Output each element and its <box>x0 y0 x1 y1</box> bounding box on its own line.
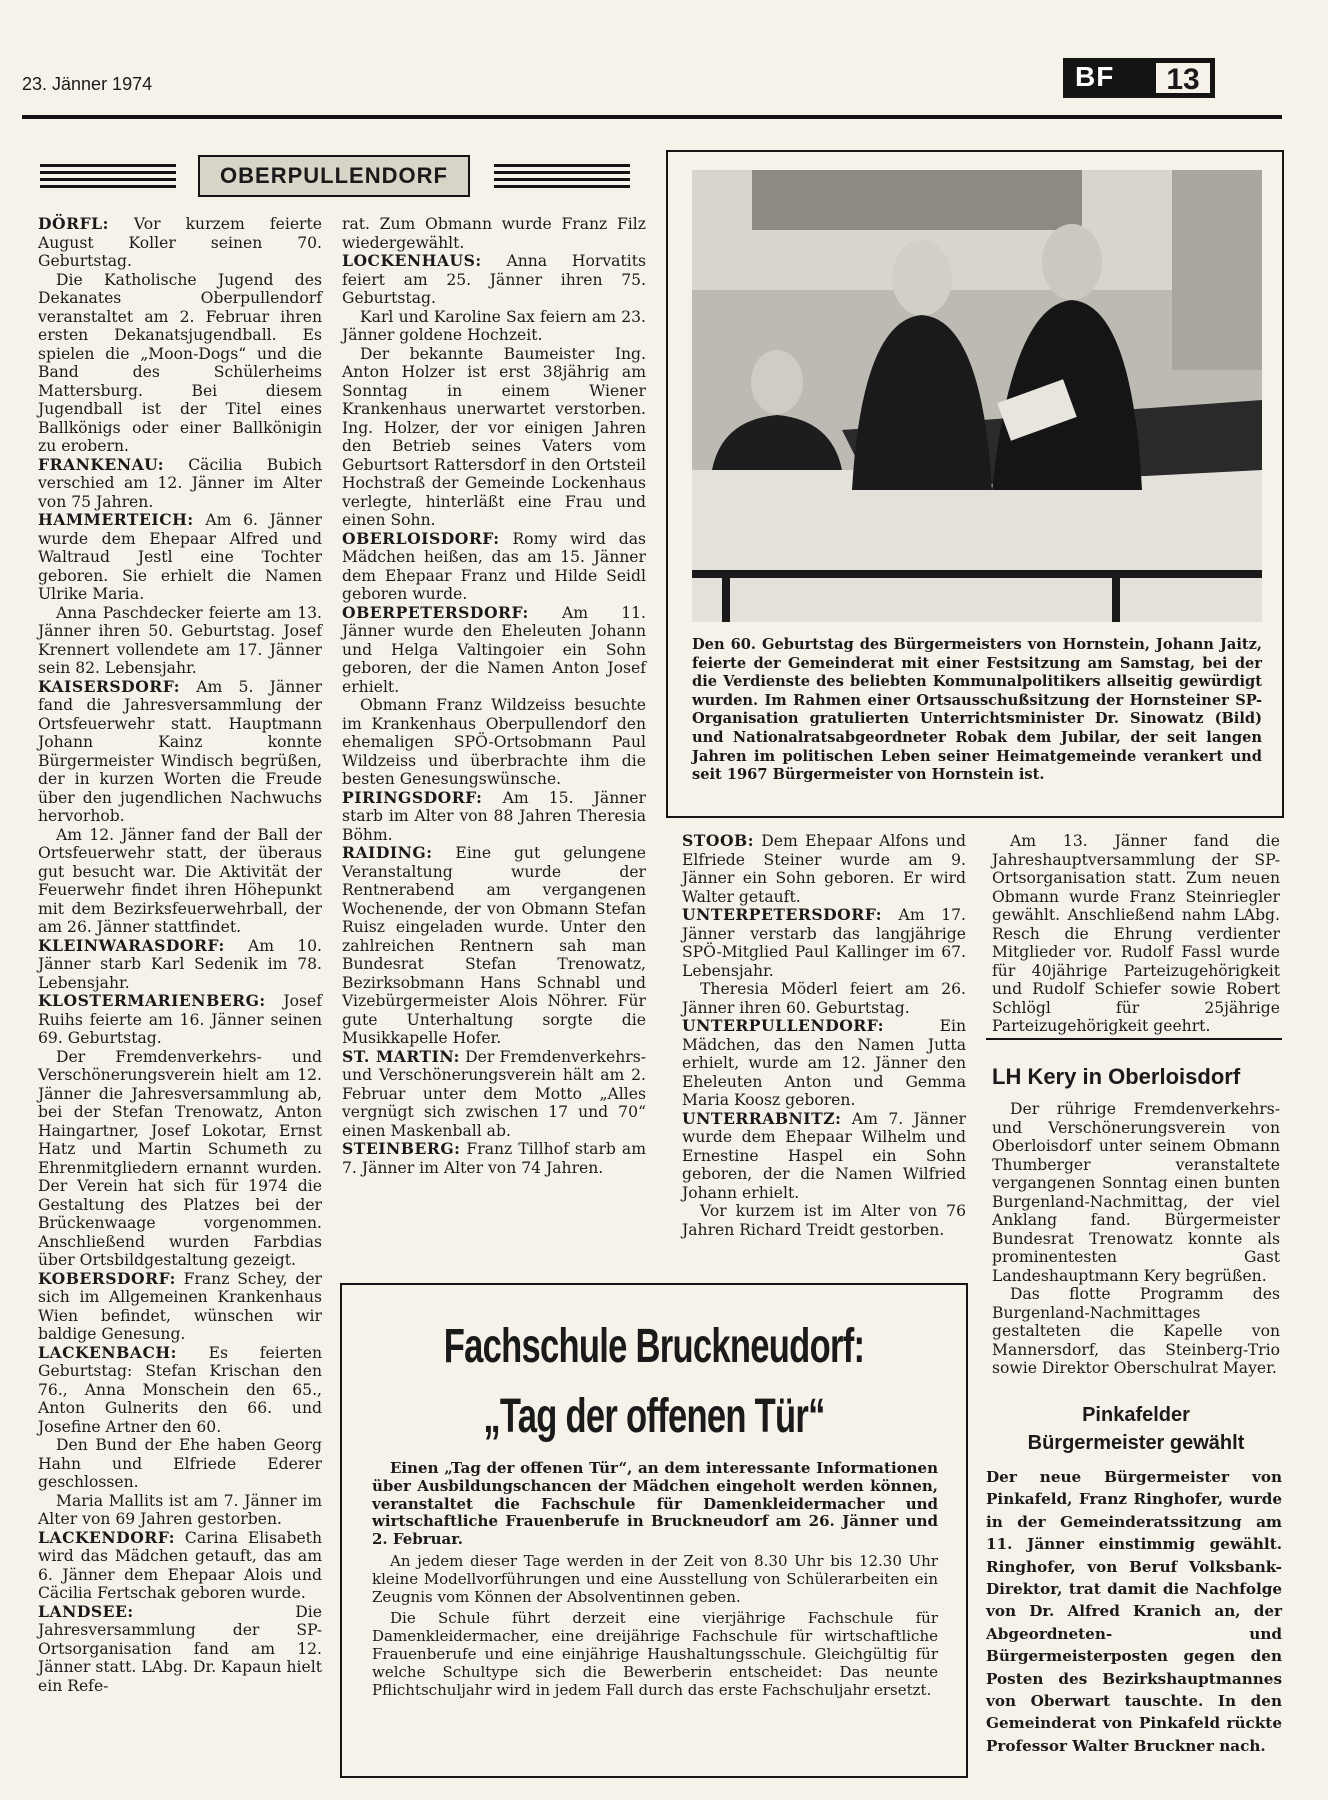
news-text: Am 5. Jänner fand die Jahresversammlung der Ortsfeuerwehr statt. Hauptmann Johann Kainz konnte Bürgermeister Windisch begrüßen, der in kurzen Worten die Freude über den jugendlichen Nachwuchs hervorhob. <box>38 677 322 825</box>
place-name: OBERLOISDORF: <box>342 528 500 548</box>
news-item <box>682 1110 966 1203</box>
news-text: Am 15. Jänner starb im Alter von 88 Jahren Theresia Böhm. <box>342 788 646 844</box>
news-text: Der bekannte Baumeister Ing. Anton Holzer ist erst 38jährig am Sonntag in einem Wiener Krankenhaus unerwartet verstorben. Ing. Holzer, der vor einigen Jahren den Betrieb seines Vaters vom Geburtsort Rattersdorf in den Ortsteil Hochstraß der Gemeinde Lockenhaus verlegte, hinterläßt eine Frau und einen Sohn. <box>342 344 646 529</box>
place-name: FRANKENAU: <box>38 454 164 474</box>
place-name: STEINBERG: <box>342 1139 461 1158</box>
news-item <box>38 511 322 604</box>
news-item <box>342 696 646 789</box>
place-name: LACKENBACH: <box>38 1342 177 1362</box>
announcement-lead: Einen „Tag der offenen Tür“, an dem interessante Informationen über Ausbildungschancen der Mädchen eingeholt werden können, veranstaltet die Fachschule für Damenkleidermacher und wirtschaftliche Frauenberufe in Bruckneudorf am 26. Jänner und 2. Februar. <box>372 1459 938 1549</box>
news-text: Maria Mallits ist am 7. Jänner im Alter von 69 Jahren gestorben. <box>38 1491 322 1528</box>
pinka-title-1: Pinkafelder <box>1082 1404 1190 1426</box>
section-badge <box>1063 58 1215 98</box>
news-column-2 <box>342 215 646 1177</box>
section-heading-box <box>198 155 470 197</box>
news-text: Anna Horvatits feiert am 25. Jänner ihren 75. Geburtstag. <box>342 252 646 307</box>
news-text: Anna Paschdecker feierte am 13. Jänner ihren 50. Geburtstag. Josef Krennert vollendete am 17. Jänner sein 82. Lebensjahr. <box>38 603 322 677</box>
news-item <box>38 678 322 826</box>
news-column-1 <box>38 215 322 1695</box>
place-name: ST. MARTIN: <box>342 1046 460 1066</box>
news-item <box>342 530 646 604</box>
news-item <box>342 345 646 530</box>
kery-title: LH Kery in Oberloisdorf <box>992 1064 1241 1089</box>
announcement-p2: An jedem dieser Tage werden in der Zeit von 8.30 Uhr bis 12.30 Uhr kleine Modellvorführungen und eine Ausstellung von Schülerarbeiten ein Zeugnis vom Können der Absolventinnen geben. <box>372 1551 938 1606</box>
news-text: Eine gut gelungene Veranstaltung wurde der Rentnerabend am vergangenen Wochenende, der von Obmann Stefan Ruisz eingeladen wurde. Unter den zahlreichen Rentnern sah man Bundesrat Stefan Trenowatz, Bezirksobmann Hans Schnabl und Vizebürgermeister Alois Nöhrer. Für gute Unterhaltung sorgte die Musikkapelle Hofer. <box>342 844 646 1047</box>
news-column-4 <box>992 832 1280 1036</box>
kery-paragraph: Der rührige Fremdenverkehrs- und Verschönerungsverein von Oberloisdorf unter seinem Obmann Thumberger veranstaltete vergangenen Sonntag einen bunten Burgenland-Nachmittag, der viel Anklang fand. Bürgermeister Bundesrat Trenowatz konnte als prominentesten Gast Landeshauptmann Kery begrüßen. <box>992 1100 1280 1285</box>
place-name: UNTERPETERSDORF: <box>682 905 882 924</box>
announcement-title-2: „Tag der offenen Tür“ <box>483 1390 825 1443</box>
issue-date: 23. Jänner 1974 <box>22 74 153 94</box>
section-abbr: BF <box>1075 61 1115 92</box>
news-text: rat. Zum Obmann wurde Franz Filz wiedergewählt. <box>342 215 646 252</box>
place-name: UNTERPULLENDORF: <box>682 1016 885 1035</box>
news-text: Den Bund der Ehe haben Georg Hahn und Elfriede Ederer geschlossen. <box>38 1436 322 1491</box>
news-item <box>682 980 966 1017</box>
section-dashes-left <box>40 164 176 188</box>
col4-divider <box>986 1038 1282 1040</box>
page-number: 13 <box>1154 61 1212 95</box>
news-text: Dem Ehepaar Alfons und Elfriede Steiner wurde am 9. Jänner ein Sohn geboren. Er wird Walter getauft. <box>682 832 966 906</box>
pinka-title-2: Bürgermeister gewählt <box>1027 1432 1245 1454</box>
announcement-title-1: Fachschule Bruckneudorf: <box>443 1320 865 1373</box>
news-item <box>342 789 646 845</box>
news-item <box>38 604 322 678</box>
news-item <box>342 1140 646 1177</box>
news-item <box>342 215 646 252</box>
place-name: LANDSEE: <box>38 1601 134 1621</box>
news-text: Es feierten Geburtstag: Stefan Krischan den 76., Anna Monschein den 65., Anton Gulnerits den 66. und Josefine Artner den 60. <box>38 1343 322 1436</box>
news-text: Die Katholische Jugend des Dekanates Oberpullendorf veranstaltet am 2. Februar ihren ersten Dekanatsjugendball. Es spielen die „Moon-Dogs“ und die Band des Schülerheims Mattersburg. Bei diesem Jugendball ist der Titel eines Ballkönigs oder einer Ballkönigin zu erobern. <box>38 270 322 455</box>
news-text: Am 6. Jänner wurde dem Ehepaar Alfred und Waltraud Jestl eine Tochter geboren. Sie erhielt die Namen Ulrike Maria. <box>38 511 322 603</box>
news-text: Am 11. Jänner wurde den Eheleuten Johann und Helga Valtingoier ein Sohn geboren, der die Namen Anton Josef erhielt. <box>342 603 646 696</box>
news-text: Der Fremdenverkehrs- und Verschönerungsverein hält am 2. Februar unter dem Motto „Alles vergnügt sich zwischen 17 und 70“ einen Maskenball ab. <box>342 1047 646 1140</box>
place-name: KLOSTERMARIENBERG: <box>38 991 266 1010</box>
news-item <box>682 906 966 980</box>
news-text: Am 17. Jänner verstarb das langjährige SPÖ-Mitglied Paul Kallinger im 67. Lebensjahr. <box>682 906 966 980</box>
news-item <box>342 252 646 308</box>
place-name: UNTERRABNITZ: <box>682 1108 842 1128</box>
news-item <box>992 832 1280 1036</box>
pinka-text: Der neue Bürgermeister von Pinkafeld, Franz Ringhofer, wurde in der Gemeinderatssitzung am 11. Jänner einstimmig gewählt. Ringhofer, von Beruf Volksbank-Direktor, trat damit die Nachfolge von Dr. Alfred Kranich an, der Abgeordneten- und Bürgermeisterposten gegen den Posten des Bezirkshauptmannes von Oberwart tauschte. In den Gemeinderat von Pinkafeld rückte Professor Walter Bruckner nach. <box>986 1468 1282 1755</box>
news-item <box>38 937 322 993</box>
kery-paragraph: Das flotte Programm des Burgenland-Nachmittages gestalteten die Kapelle von Mannersdorf, das Steinberg-Trio sowie Direktor Oberschulrat Mayer. <box>992 1285 1280 1377</box>
news-text: Josef Ruihs feierte am 16. Jänner seinen 69. Geburtstag. <box>38 992 322 1047</box>
news-text: Am 7. Jänner wurde dem Ehepaar Wilhelm und Ernestine Haspel ein Sohn geboren, der die Namen Wilfried Johann erhielt. <box>682 1109 966 1202</box>
news-item <box>342 844 646 1048</box>
news-text: Romy wird das Mädchen heißen, das am 15. Jänner dem Ehepaar Franz und Hilde Seidl geboren wurde. <box>342 529 646 603</box>
news-text: Vor kurzem ist im Alter von 76 Jahren Richard Treidt gestorben. <box>682 1202 966 1239</box>
photo-caption: Den 60. Geburtstag des Bürgermeisters von Hornstein, Johann Jaitz, feierte der Gemeinderat mit einer Festsitzung am Samstag, bei der die Verdienste des beliebten Kommunalpolitikers allseitig gewürdigt wurden. Im Rahmen einer Ortsausschußsitzung der Hornsteiner SP-Organisation gratulierten Unterrichtsminister Dr. Sinowatz (Bild) und Nationalratsabgeordneter Robak dem Jubilar, der seit langen Jahren im politischen Leben seiner Heimatgemeinde verankert und seit 1967 Bürgermeister von Hornstein ist. <box>692 636 1262 784</box>
place-name: KOBERSDORF: <box>38 1268 176 1288</box>
place-name: KLEINWARASDORF: <box>38 935 225 955</box>
news-text: Cäcilia Bubich verschied am 12. Jänner im Alter von 75 Jahren. <box>38 455 322 511</box>
kery-article <box>992 1100 1280 1378</box>
announcement-body <box>372 1460 938 1699</box>
place-name: LACKENDORF: <box>38 1527 176 1547</box>
header-rule <box>22 115 1282 119</box>
place-name: PIRINGSDORF: <box>342 787 483 807</box>
news-text: Am 10. Jänner starb Karl Sedenik im 78. Lebensjahr. <box>38 936 322 992</box>
news-text: Franz Schey, der sich im Allgemeinen Krankenhaus Wien befindet, wünschen wir baldige Genesung. <box>38 1269 322 1343</box>
news-text: Obmann Franz Wildzeiss besuchte im Krankenhaus Oberpullendorf den ehemaligen SPÖ-Ortsobmann Paul Wildzeiss und überbrachte ihm die besten Genesungswünsche. <box>342 696 646 788</box>
news-item <box>38 992 322 1048</box>
news-text: Karl und Karoline Sax feiern am 23. Jänner goldene Hochzeit. <box>342 307 646 344</box>
news-text: Ein Mädchen, das den Namen Jutta erhielt, wurde am 12. Jänner den Eheleuten Anton und Gemma Maria Koosz geboren. <box>682 1017 966 1109</box>
section-heading: OBERPULLENDORF <box>220 163 448 188</box>
news-item <box>38 271 322 456</box>
news-item <box>38 1270 322 1344</box>
news-item <box>38 1529 322 1603</box>
news-text: Carina Elisabeth wird das Mädchen getauft, das am 6. Jänner dem Ehepaar Alois und Cäcilia Fertschak geboren wurde. <box>38 1528 322 1602</box>
news-text: Am 13. Jänner fand die Jahreshauptversammlung der SP-Ortsorganisation statt. Zum neuen Obmann wurde Franz Steinriegler gewählt. Anschließend nahm LAbg. Resch die Ehrung verdienter Mitglieder vor. Rudolf Fassl wurde für 40jährige Parteizugehörigkeit und Rudolf Schiefer sowie Robert Schlögl für 25jährige Parteizugehörigkeit geehrt. <box>992 832 1280 1035</box>
place-name: STOOB: <box>682 831 754 850</box>
news-item <box>682 832 966 906</box>
section-dashes-right <box>494 164 630 188</box>
news-item <box>38 215 322 271</box>
pinka-article <box>986 1466 1282 1757</box>
news-item <box>38 456 322 512</box>
news-item <box>342 308 646 345</box>
place-name: HAMMERTEICH: <box>38 510 194 529</box>
news-item <box>38 826 322 937</box>
news-item <box>342 1048 646 1141</box>
place-name: LOCKENHAUS: <box>342 251 482 270</box>
news-item <box>342 604 646 697</box>
news-column-3 <box>682 832 966 1239</box>
news-text: Der Fremdenverkehrs- und Verschönerungsverein hielt am 12. Jänner die Jahresversammlung ab, bei der Stefan Trenowatz, Anton Haingartner, Josef Lokotar, Ernst Hatz und Martin Schumeth zu Ehrenmitgliedern ernannt wurden. Der Verein hat sich für 1974 die Gestaltung des Platzes bei der Brückenwaage vorgenommen. Anschließend wurden Farbdias über Ortsbildgestaltung gezeigt. <box>38 1047 322 1269</box>
news-item <box>38 1344 322 1437</box>
place-name: OBERPETERSDORF: <box>342 602 529 622</box>
place-name: DÖRFL: <box>38 214 109 233</box>
news-text: Vor kurzem feierte August Koller seinen 70. Geburtstag. <box>38 215 322 270</box>
news-item <box>38 1048 322 1270</box>
place-name: KAISERSDORF: <box>38 676 181 696</box>
place-name: RAIDING: <box>342 843 433 862</box>
news-item <box>682 1202 966 1239</box>
news-text: Franz Tillhof starb am 7. Jänner im Alter von 74 Jahren. <box>342 1140 646 1177</box>
news-item <box>38 1436 322 1492</box>
news-photo <box>692 170 1262 622</box>
news-text: Am 12. Jänner fand der Ball der Ortsfeuerwehr statt, der überaus gut besucht war. Die Aktivität der Feuerwehr findet ihren Höhepunkt mit dem Bezirksfeuerwehrball, der am 26. Jänner stattfindet. <box>38 825 322 936</box>
news-text: Theresia Möderl feiert am 26. Jänner ihren 60. Geburtstag. <box>682 980 966 1017</box>
announcement-p3: Die Schule führt derzeit eine vierjährige Fachschule für Damenkleidermacher, eine dreijährige Fachschule für wirtschaftliche Frauenberufe und eine einjährige Haushaltungsschule. Gleichgültig für welche Schultype sich die Bewerberin entscheidet: Das neunte Pflichtschuljahr wird in jedem Fall durch das erste Fachschuljahr ersetzt. <box>372 1609 938 1699</box>
news-item <box>682 1017 966 1110</box>
news-item <box>38 1603 322 1696</box>
news-item <box>38 1492 322 1529</box>
news-text: Die Jahresversammlung der SP-Ortsorganisation fand am 12. Jänner statt. LAbg. Dr. Kapaun hielt ein Refe- <box>38 1602 322 1695</box>
